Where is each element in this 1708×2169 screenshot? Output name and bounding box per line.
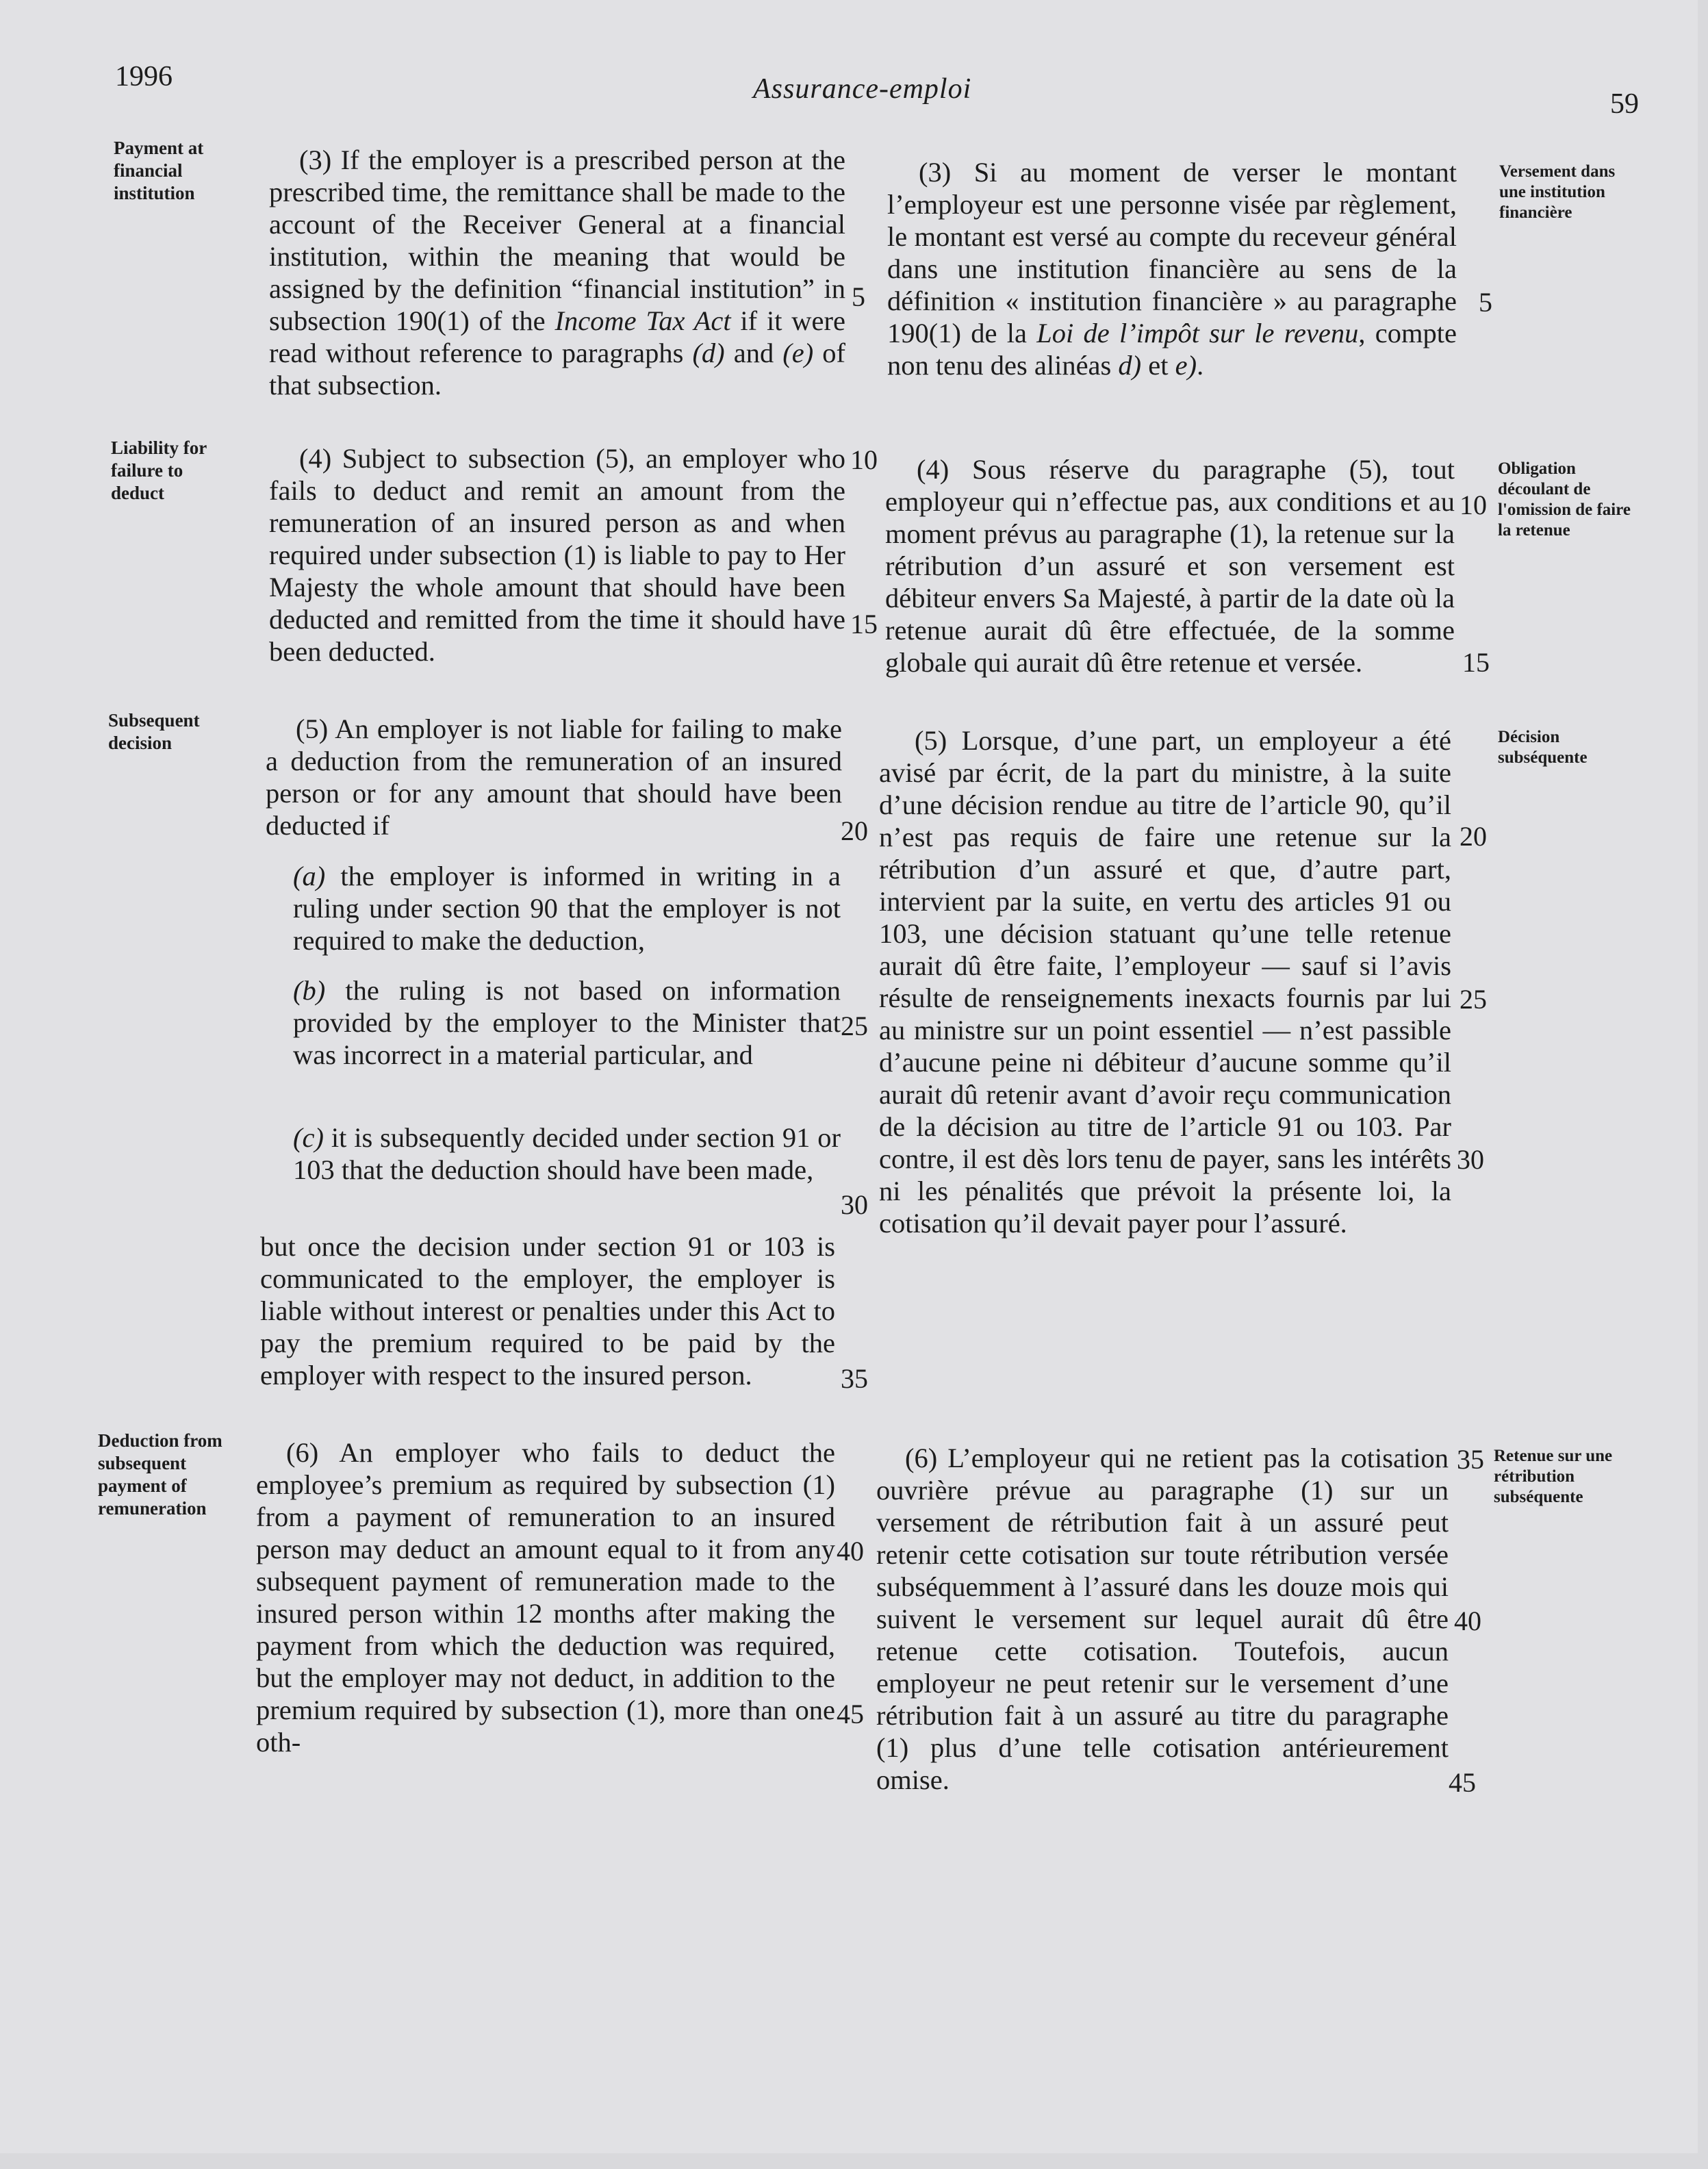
en-s5-c-text: it is subsequently decided under section 91 or 103 that the deduction should have been made, [293,1122,841,1185]
english-s3 [269,144,845,401]
english-s5-a [293,860,841,956]
en-s3-text-1: (3) If the employer is a prescribed person at the prescribed time, the remittance shall be made to the account of the Receiver General at a financial institution, within the meaning that would be assigned by the definition “financial institution” in subsection 190(1) of the [269,144,845,336]
en-s4-text: (4) Subject to subsection (5), an employer who fails to deduct and remit an amount from the remuneration of an insured person as and when required under subsection (1) is liable to pay to Her Majesty the whole amount that should have been deducted and remitted from the time it should have been deducted. [269,443,845,667]
en-s5-b-label: (b) [293,975,326,1006]
line-number-fr-45: 45 [1449,1767,1476,1798]
header-title: Assurance-emploi [753,73,972,105]
margin-note-fr-versement: Versement dans une institution financière [1499,162,1616,222]
margin-note-fr-retenue: Retenue sur une rétribution subséquente [1494,1447,1613,1506]
line-number-en-45: 45 [837,1699,864,1729]
french-s5 [879,724,1451,1239]
header-year: 1996 [115,61,173,92]
en-s5-a-label: (a) [293,861,326,891]
en-s3-text-2: if it were read without reference to paragraphs [269,305,845,368]
line-number-fr-20: 20 [1460,821,1487,852]
line-number-fr-10: 10 [1460,490,1487,520]
fr-s3-act: Loi de l’impôt sur le revenu [1036,318,1359,348]
line-number-fr-30: 30 [1457,1144,1484,1175]
line-number-en-40: 40 [837,1536,864,1566]
line-number-en-10: 10 [850,444,878,475]
fr-s3-text-2: , compte non tenu des alinéas [887,318,1457,381]
fr-s3-para-e: e) [1175,350,1197,381]
line-number-fr-25: 25 [1460,984,1487,1015]
margin-note-en-deduction: Deduction from subsequent payment of remuneration [98,1430,222,1519]
french-s4 [885,453,1455,678]
line-number-en-15: 15 [850,609,878,639]
line-number-en-5: 5 [852,281,865,312]
en-s5-a-text: the employer is informed in writing in a ruling under section 90 that the employer is not required to make the deduction, [293,861,841,956]
en-s5-tail-text: but once the decision under section 91 or 103 is communicated to the employer, the employer is liable without interest or penalties under this Act to pay the premium required to be paid by the employer with respect to the insured person. [260,1231,835,1391]
en-s5-intro-text: (5) An employer is not liable for failing to make a deduction from the remuneration of an insured person or for any amount that should have been deducted if [266,713,842,841]
line-number-en-25: 25 [841,1011,868,1041]
margin-note-en-subsequent: Subsequent decision [108,710,200,753]
margin-note-en-payment: Payment at financial institution [114,138,204,203]
english-s5-c [293,1121,841,1186]
fr-s3-text-1: (3) Si au moment de verser le montant l’employeur est une personne visée par règlement, le montant est versé au compte du receveur général dans une institution financière au sens de la définition « institution financière » au paragraphe 190(1) de la [887,157,1457,348]
fr-s6-text: (6) L’employeur qui ne retient pas la cotisation ouvrière prévue au paragraphe (1) sur un versement de rétribution fait à un assuré peut retenir cette cotisation sur toute rétribution versée subséquemment à l’assuré dans les douze mois qui suivent le versement sur lequel aurait dû être retenue cette cotisation. Toutefois, aucun employeur ne peut retenir sur le versement d’une rétribution fait à un assuré au titre du paragraphe (1) plus d’une telle cotisation antérieurement omise. [876,1443,1449,1795]
en-s6-text: (6) An employer who fails to deduct the employee’s premium as required by subsection (1) from a payment of remuneration to an insured person may deduct an amount equal to it from any subsequent payment of remuneration made to the insured person within 12 months after making the payment from which the deduction was required, but the employer may not deduct, in addition to the premium required by subsection (1), more than one oth- [256,1437,835,1758]
en-s3-para-e: (e) [782,338,814,368]
french-s6 [876,1442,1449,1796]
margin-note-fr-decision: Décision subséquente [1498,728,1588,767]
line-number-fr-35: 35 [1457,1444,1484,1475]
fr-s5-text: (5) Lorsque, d’une part, un employeur a été avisé par écrit, de la part du ministre, à la suite d’une décision rendue au titre de l’article 90, qu’il n’est pas requis de faire une retenue sur la rétribution d’un assuré et que, d’autre part, intervient par la suite, en vertu des articles 91 ou 103, une décision statuant qu’une telle retenue aurait dû être faite, l’employeur — sauf si l’avis résulte de renseignements inexacts fournis par lui au ministre sur un point essentiel — n’est passible d’aucune peine ni débiteur d’aucune somme qu’il aurait dû retenir avant d’avoir reçu communication de la décision au titre de l’article 91 ou 103. Par contre, il est dès lors tenu de payer, sans les intérêts ni les pénalités que prévoit la présente loi, la cotisation qu’il devait payer pour l’assuré. [879,725,1451,1239]
line-number-en-30: 30 [841,1189,868,1220]
fr-s4-text: (4) Sous réserve du paragraphe (5), tout employeur qui n’effectue pas, aux conditions et au moment prévus au paragraphe (1), la retenue sur la rétribution d’un assuré et son versement est débiteur envers Sa Majesté, à partir de la date où la retenue aurait dû être effectuée, de la somme globale qui aurait dû être retenue et versée. [885,454,1455,678]
english-s4 [269,442,845,668]
english-s5-tail [260,1230,835,1391]
fr-s3-and: et [1141,350,1175,381]
en-s3-end: of that subsection. [269,338,845,401]
margin-note-fr-obligation: Obligation découlant de l'omission de faire la retenue [1498,459,1631,540]
fr-s3-para-d: d) [1118,350,1142,381]
page-number: 59 [1610,88,1639,120]
english-s5-intro [266,713,842,841]
french-s3 [887,156,1457,381]
line-number-fr-40: 40 [1454,1606,1481,1636]
english-s6 [256,1436,835,1758]
margin-note-en-liability: Liability for failure to deduct [111,437,207,503]
en-s3-para-d: (d) [692,338,725,368]
line-number-en-20: 20 [841,815,868,846]
fr-s3-end: . [1197,350,1204,381]
line-number-fr-15: 15 [1462,647,1490,678]
en-s5-b-text: the ruling is not based on information provided by the employer to the Minister that was incorrect in a material particular, and [293,975,841,1070]
line-number-en-35: 35 [841,1363,868,1394]
en-s3-and: and [724,338,783,368]
en-s5-c-label: (c) [293,1122,324,1153]
en-s3-act: Income Tax Act [555,305,731,336]
line-number-fr-5: 5 [1479,287,1492,318]
english-s5-b [293,974,841,1071]
